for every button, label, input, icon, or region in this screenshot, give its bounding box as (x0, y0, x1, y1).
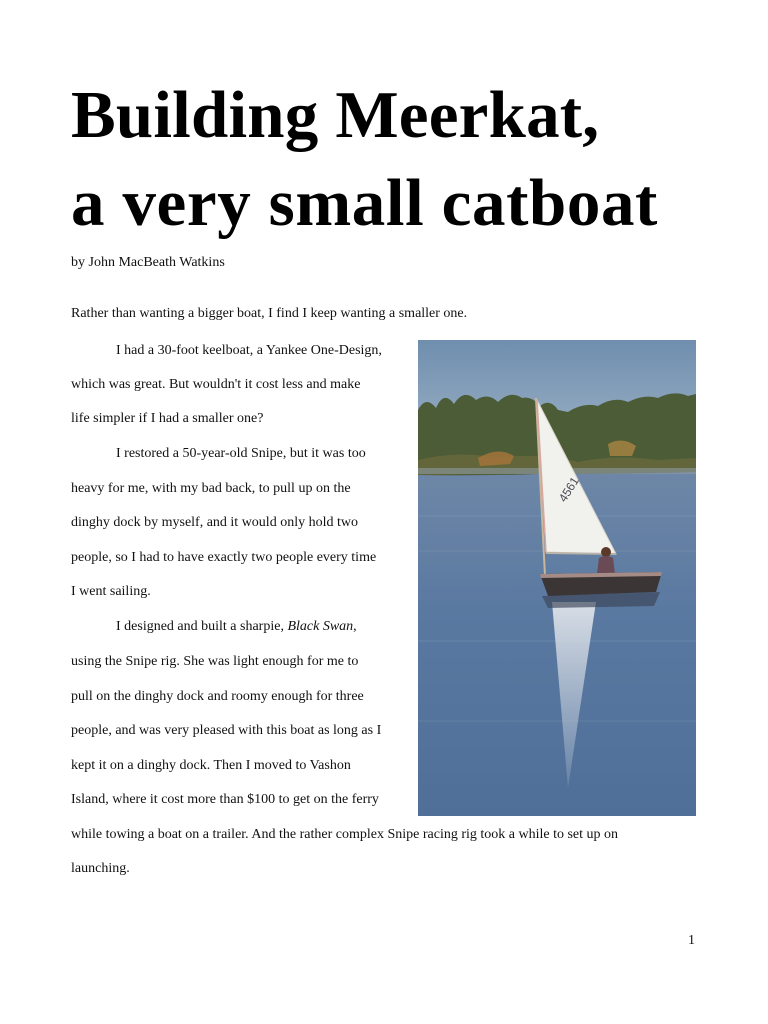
sail-number: 4561 (555, 474, 582, 505)
body-line-end: , (353, 619, 357, 634)
body-line: life simpler if I had a smaller one? (71, 411, 264, 426)
body-line: while towing a boat on a trailer. And the rather complex Snipe racing rig took a while to set up on (71, 827, 619, 842)
catboat-photo (418, 340, 696, 816)
body-line: people, so I had to have exactly two people every time (71, 550, 377, 565)
body-line: Island, where it cost more than $100 to get on the ferry (71, 792, 379, 807)
byline: by John MacBeath Watkins (71, 255, 225, 270)
body-line: using the Snipe rig. She was light enough for me to (71, 654, 359, 669)
body-line (116, 618, 357, 636)
body-line-start: I designed and built a sharpie, (116, 619, 288, 634)
boat-name-italic: Black Swan (287, 619, 354, 634)
body-line: launching. (71, 861, 130, 876)
body-line: which was great. But wouldn't it cost less and make (71, 377, 361, 392)
body-line: I had a 30-foot keelboat, a Yankee One-Design, (116, 343, 382, 358)
body-line: dinghy dock by myself, and it would only hold two (71, 515, 358, 530)
title-line-2: a very small catboat (71, 166, 658, 240)
body-line: I went sailing. (71, 584, 151, 599)
intro-paragraph: Rather than wanting a bigger boat, I find I keep wanting a smaller one. (71, 306, 468, 321)
body-line: kept it on a dinghy dock. Then I moved to Vashon (71, 758, 351, 773)
body-line: I restored a 50-year-old Snipe, but it was too (116, 446, 366, 461)
body-line: heavy for me, with my bad back, to pull up on the (71, 481, 351, 496)
body-line: people, and was very pleased with this boat as long as I (71, 723, 382, 738)
title-line-1: Building Meerkat, (71, 78, 600, 152)
page-number: 1 (688, 933, 695, 948)
body-line: pull on the dinghy dock and roomy enough for three (71, 689, 364, 704)
